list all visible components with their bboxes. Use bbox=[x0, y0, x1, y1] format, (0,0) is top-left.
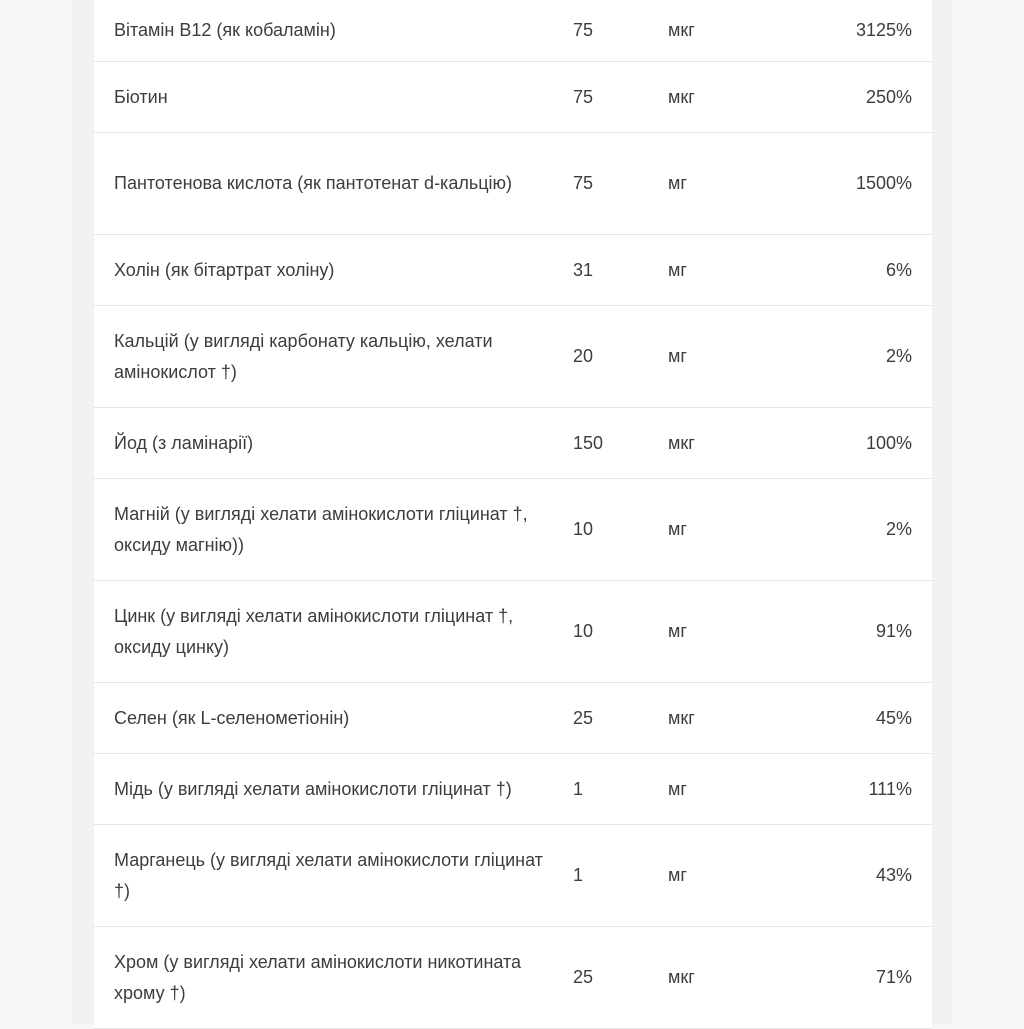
ingredient-name: Селен (як L-селенометіонін) bbox=[114, 707, 350, 728]
ingredient-name: Йод (з ламінарії) bbox=[114, 432, 254, 453]
ingredient-amount: 75 bbox=[573, 86, 594, 107]
ingredient-unit: мкг bbox=[668, 967, 695, 987]
ingredient-name: Хром (у вигляді хелати амінокислоти никотината хрому †) bbox=[114, 951, 522, 1003]
daily-value: 1500% bbox=[855, 173, 912, 193]
daily-value: 2% bbox=[885, 346, 912, 366]
ingredient-unit: мкг bbox=[668, 707, 695, 728]
ingredient-unit: мг bbox=[668, 259, 687, 280]
daily-value: 71% bbox=[875, 967, 912, 987]
ingredient-name: Холін (як бітартрат холіну) bbox=[114, 259, 335, 280]
daily-value: 100% bbox=[865, 432, 912, 453]
ingredient-amount: 1 bbox=[573, 865, 584, 885]
daily-value: 111% bbox=[868, 778, 912, 799]
daily-value: 91% bbox=[875, 621, 912, 641]
table-row bbox=[94, 408, 932, 479]
ingredient-unit: мг bbox=[668, 778, 687, 799]
table-row bbox=[94, 683, 932, 754]
ingredient-amount: 25 bbox=[573, 967, 594, 987]
ingredient-amount: 10 bbox=[573, 519, 594, 539]
ingredient-unit: мг bbox=[668, 865, 687, 885]
table-row bbox=[94, 825, 932, 927]
ingredient-name: Мідь (у вигляді хелати амінокислоти гліцинат †) bbox=[114, 778, 512, 799]
table-row bbox=[94, 581, 932, 683]
ingredient-name: Вітамін B12 (як кобаламін) bbox=[114, 20, 336, 40]
ingredient-amount: 150 bbox=[573, 432, 604, 453]
ingredient-name: Пантотенова кислота (як пантотенат d-кальцію) bbox=[114, 173, 513, 193]
ingredient-name: Кальцій (у вигляді карбонату кальцію, хелати амінокислот †) bbox=[114, 330, 493, 382]
table-row bbox=[94, 62, 932, 133]
table-row bbox=[94, 133, 932, 235]
daily-value: 45% bbox=[875, 707, 912, 728]
ingredient-amount: 1 bbox=[573, 778, 584, 799]
ingredient-unit: мг bbox=[668, 173, 687, 193]
table-row bbox=[94, 235, 932, 306]
table-row bbox=[94, 479, 932, 581]
daily-value: 2% bbox=[885, 519, 912, 539]
ingredient-unit: мг bbox=[668, 519, 687, 539]
ingredient-unit: мг bbox=[668, 621, 687, 641]
table-row bbox=[94, 754, 932, 825]
daily-value: 3125% bbox=[855, 20, 912, 40]
ingredient-unit: мкг bbox=[668, 20, 695, 40]
ingredient-unit: мкг bbox=[668, 86, 695, 107]
ingredient-name: Біотин bbox=[114, 86, 168, 107]
ingredient-amount: 75 bbox=[573, 173, 594, 193]
daily-value: 250% bbox=[865, 86, 912, 107]
table-row bbox=[94, 306, 932, 408]
ingredient-name: Цинк (у вигляді хелати амінокислоти гліцинат †, оксиду цинку) bbox=[114, 605, 514, 657]
daily-value: 6% bbox=[885, 259, 912, 280]
ingredient-unit: мкг bbox=[668, 432, 695, 453]
ingredient-name: Марганець (у вигляді хелати амінокислоти гліцинат †) bbox=[114, 849, 543, 901]
table-row bbox=[94, 0, 932, 62]
nutrition-table bbox=[94, 0, 932, 1029]
ingredient-amount: 25 bbox=[573, 707, 594, 728]
ingredient-name: Магній (у вигляді хелати амінокислоти гліцинат †, оксиду магнію)) bbox=[114, 503, 528, 555]
ingredient-amount: 20 bbox=[573, 346, 594, 366]
daily-value: 43% bbox=[875, 865, 912, 885]
ingredient-amount: 31 bbox=[573, 259, 594, 280]
ingredient-amount: 10 bbox=[573, 621, 594, 641]
ingredient-unit: мг bbox=[668, 346, 687, 366]
ingredient-amount: 75 bbox=[573, 20, 594, 40]
table-row bbox=[94, 927, 932, 1029]
